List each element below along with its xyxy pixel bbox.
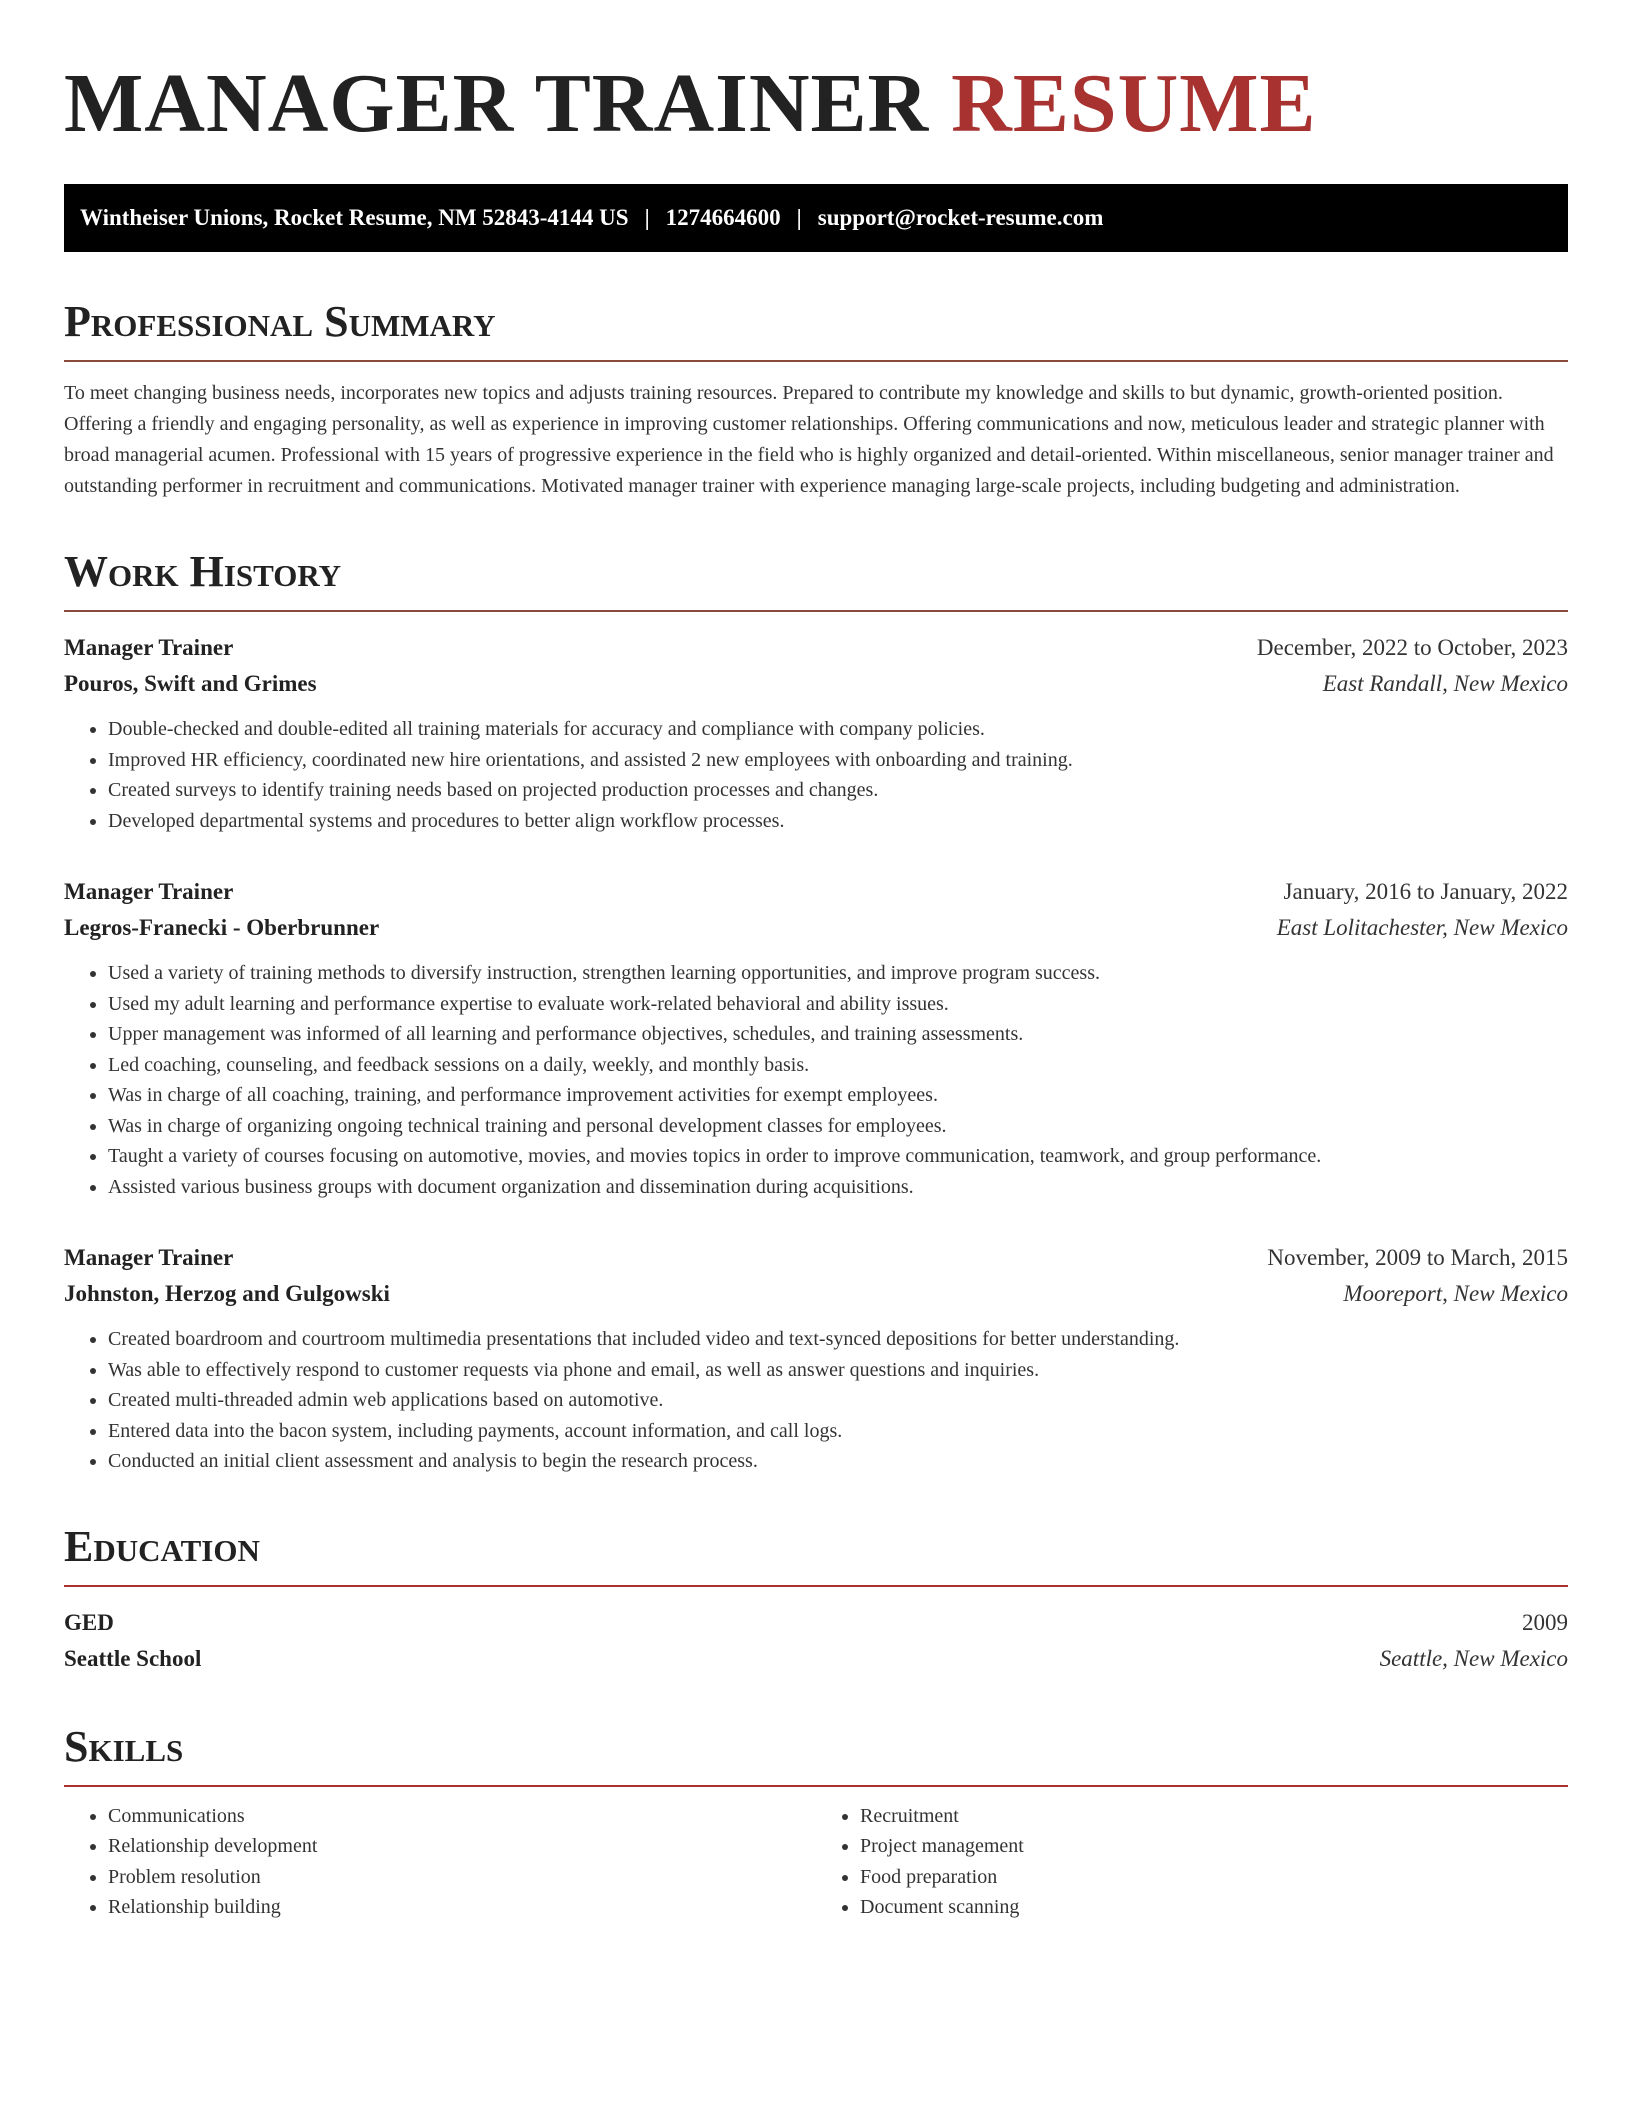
education-entry [64,1605,1568,1677]
job-dates: November, 2009 to March, 2015 [1267,1245,1568,1270]
education-year: 2009 [1522,1609,1568,1635]
education-heading: Education [64,1521,1568,1587]
job-company: Legros-Franecki - Oberbrunner [64,915,380,940]
job-dates: January, 2016 to January, 2022 [1283,879,1568,904]
education-degree: GED [64,1609,114,1635]
job-entry [64,1240,1568,1477]
work-history-heading: Work History [64,546,1568,612]
job-bullet: • Was able to effectively respond to customer requests via phone and email, as well as answer questions and inquiries. [108,1355,1568,1386]
skills-column-left [64,1801,816,1923]
education-location: Seattle, New Mexico [1379,1645,1568,1671]
job-bullet: • Was in charge of organizing ongoing technical training and personal development classes for employees. [108,1111,1568,1142]
skill-item: • Food preparation [860,1862,1568,1893]
job-bullet: • Improved HR efficiency, coordinated new hire orientations, and assisted 2 new employees with onboarding and training. [108,745,1568,776]
contact-separator: | [796,205,802,230]
job-bullet: • Taught a variety of courses focusing on automotive, movies, and movies topics in order to improve communication, teamwork, and group performance. [108,1141,1568,1172]
job-company: Pouros, Swift and Grimes [64,671,317,696]
job-bullet: • Assisted various business groups with document organization and dissemination during acquisitions. [108,1172,1568,1203]
job-company: Johnston, Herzog and Gulgowski [64,1281,390,1306]
skill-item: • Project management [860,1831,1568,1862]
job-bullet: • Led coaching, counseling, and feedback sessions on a daily, weekly, and monthly basis. [108,1050,1568,1081]
contact-address: Wintheiser Unions, Rocket Resume, NM 52843-4144 US [80,205,629,230]
skills-list [64,1801,1568,1923]
job-dates: December, 2022 to October, 2023 [1256,635,1568,660]
job-bullet: • Created surveys to identify training needs based on projected production processes and changes. [108,775,1568,806]
summary-heading: Professional Summary [64,296,1568,362]
contact-email: support@rocket-resume.com [817,205,1104,230]
job-bullet: • Used my adult learning and performance expertise to evaluate work-related behavioral and ability issues. [108,989,1568,1020]
skill-item: • Communications [108,1801,816,1832]
job-title: Manager Trainer [64,1245,234,1270]
job-title: Manager Trainer [64,635,234,660]
education-school: Seattle School [64,1645,202,1671]
summary-text: To meet changing business needs, incorporates new topics and adjusts training resources. Prepared to contribute my knowledge and skills to but dynamic, growth-oriented position. Offering a friendly and engaging personality, as well as experience in improving customer relationships. Offering communications and now, meticulous leader and strategic planner with broad managerial acumen. Professional with 15 years of progressive experience in the field who is highly organized and detail-oriented. Within miscellaneous, senior manager trainer and outstanding performer in recruitment and communications. Motivated manager trainer with experience managing large-scale projects, including budgeting and administration. [64,382,1554,497]
job-bullet: • Conducted an initial client assessment and analysis to begin the research process. [108,1446,1568,1477]
job-title: Manager Trainer [64,879,234,904]
job-bullets [64,1324,1568,1477]
skills-column-right [816,1801,1568,1923]
job-location: East Lolitachester, New Mexico [1276,915,1568,940]
job-bullets [64,958,1568,1202]
job-location: Mooreport, New Mexico [1343,1281,1568,1306]
skill-item: • Document scanning [860,1892,1568,1923]
contact-separator: | [644,205,650,230]
skill-item: • Recruitment [860,1801,1568,1832]
job-bullet: • Entered data into the bacon system, including payments, account information, and call logs. [108,1416,1568,1447]
title-main: MANAGER TRAINER [64,57,930,150]
skills-heading: Skills [64,1721,1568,1787]
job-bullet: • Created multi-threaded admin web applications based on automotive. [108,1385,1568,1416]
contact-bar [64,184,1568,252]
skill-item: • Relationship development [108,1831,816,1862]
job-entry [64,630,1568,836]
job-bullet: • Double-checked and double-edited all training materials for accuracy and compliance with company policies. [108,714,1568,745]
job-location: East Randall, New Mexico [1322,671,1568,696]
resume-title [64,56,1568,152]
skill-item: • Problem resolution [108,1862,816,1893]
job-bullets [64,714,1568,836]
contact-phone: 1274664600 [665,205,781,230]
title-accent: RESUME [951,57,1317,150]
skill-item: • Relationship building [108,1892,816,1923]
job-bullet: • Was in charge of all coaching, training, and performance improvement activities for exempt employees. [108,1080,1568,1111]
job-bullet: • Used a variety of training methods to diversify instruction, strengthen learning opportunities, and improve program success. [108,958,1568,989]
job-bullet: • Created boardroom and courtroom multimedia presentations that included video and text-synced depositions for better understanding. [108,1324,1568,1355]
job-bullet: • Developed departmental systems and procedures to better align workflow processes. [108,806,1568,837]
job-bullet: • Upper management was informed of all learning and performance objectives, schedules, and training assessments. [108,1019,1568,1050]
job-entry [64,874,1568,1202]
